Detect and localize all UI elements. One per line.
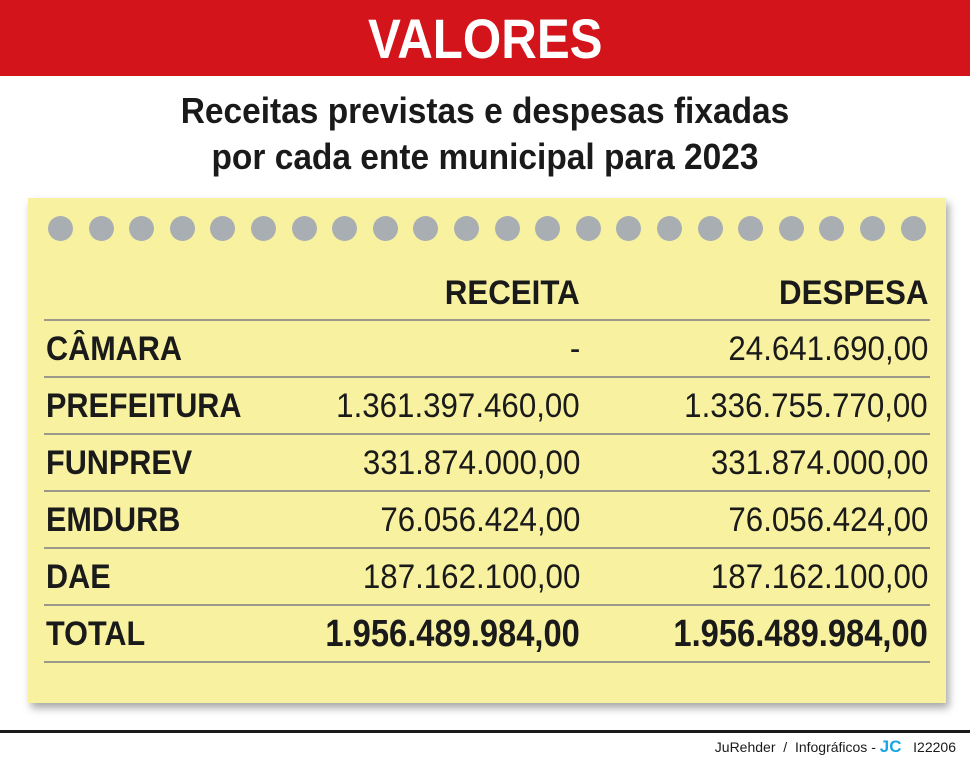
spiral-hole — [48, 216, 73, 241]
receita-value: 187.162.100,00 — [362, 558, 580, 596]
credit-section: Infográficos - — [794, 739, 876, 755]
spiral-hole — [454, 216, 479, 241]
spiral-hole — [332, 216, 357, 241]
receita-value: 331.874.000,00 — [362, 444, 580, 482]
despesa-value: 76.056.424,00 — [727, 501, 928, 539]
spiral-hole — [779, 216, 804, 241]
receita-value: 1.956.489.984,00 — [325, 613, 580, 655]
receita-value: 1.361.397.460,00 — [336, 387, 580, 425]
spiral-hole — [576, 216, 601, 241]
despesa-value: 331.874.000,00 — [710, 444, 928, 482]
spiral-hole — [819, 216, 844, 241]
despesa-value: 24.641.690,00 — [727, 330, 928, 368]
column-header-despesa: DESPESA — [778, 274, 928, 312]
spiral-hole — [373, 216, 398, 241]
notepad-table — [28, 198, 946, 703]
spiral-hole — [251, 216, 276, 241]
credit-code: I22206 — [913, 739, 956, 755]
subtitle-line-1: Receitas previstas e despesas fixadas — [180, 90, 790, 131]
row-label: TOTAL — [46, 615, 146, 653]
row-label: FUNPREV — [46, 444, 193, 482]
spiral-hole — [657, 216, 682, 241]
credit-author: JuRehder — [714, 739, 776, 755]
spiral-hole — [210, 216, 235, 241]
chart-subtitle — [34, 88, 936, 180]
credit-line — [715, 737, 956, 757]
spiral-hole — [616, 216, 641, 241]
row-label: CÂMARA — [46, 330, 182, 368]
row-label: DAE — [46, 558, 111, 596]
column-header-receita: RECEITA — [445, 274, 580, 312]
spiral-hole — [170, 216, 195, 241]
spiral-hole — [698, 216, 723, 241]
spiral-hole — [495, 216, 520, 241]
row-divider — [44, 661, 930, 663]
spiral-hole — [738, 216, 763, 241]
spiral-hole — [535, 216, 560, 241]
spiral-hole — [860, 216, 885, 241]
spiral-hole — [129, 216, 154, 241]
subtitle-line-2: por cada ente municipal para 2023 — [211, 136, 759, 177]
row-label: EMDURB — [46, 501, 181, 539]
despesa-value: 187.162.100,00 — [710, 558, 928, 596]
row-label: PREFEITURA — [46, 387, 242, 425]
despesa-value: 1.336.755.770,00 — [684, 387, 928, 425]
despesa-value: 1.956.489.984,00 — [673, 613, 928, 655]
footer-divider — [0, 730, 970, 733]
spiral-holes — [48, 216, 928, 242]
receita-value: 76.056.424,00 — [379, 501, 580, 539]
receita-value: - — [569, 330, 580, 368]
spiral-hole — [89, 216, 114, 241]
jc-logo: JC — [879, 737, 902, 756]
credit-separator: / — [783, 739, 788, 755]
banner-title: VALORES — [367, 6, 603, 70]
spiral-hole — [413, 216, 438, 241]
spiral-hole — [292, 216, 317, 241]
spiral-hole — [901, 216, 926, 241]
title-banner — [0, 0, 970, 76]
